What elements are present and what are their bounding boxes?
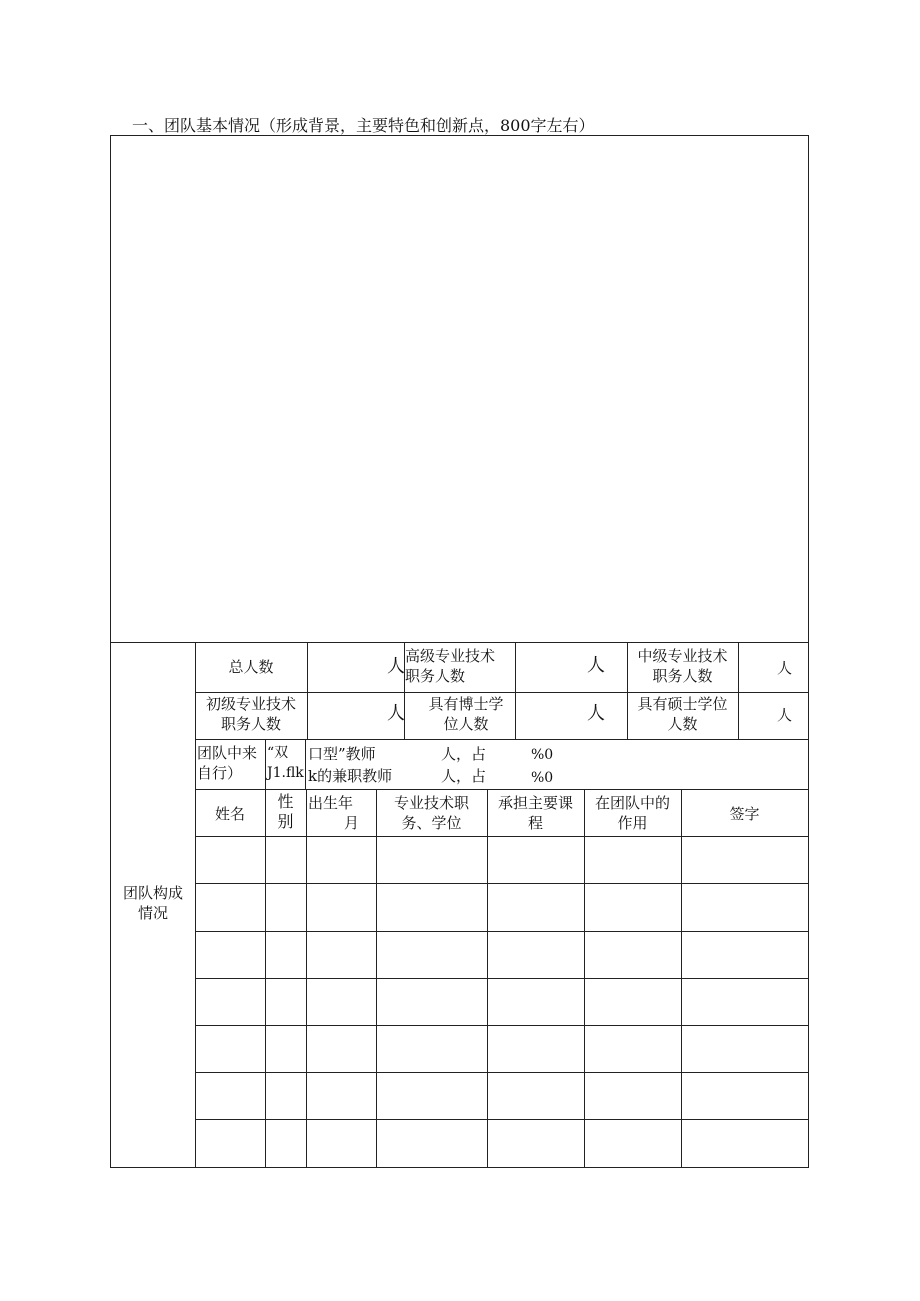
dual-teacher-count: 人，占 <box>441 745 487 763</box>
part-time-count: 人，占 <box>441 767 487 785</box>
application-form-table <box>110 135 809 1168</box>
column-header-birth: 出生年 月 <box>308 794 360 832</box>
column-header-title: 专业技术职 务、学位 <box>393 794 469 832</box>
phd-label: 具有博士学 位人数 <box>428 695 504 733</box>
master-label: 具有硕士学位 人数 <box>637 695 728 733</box>
junior-label: 初级专业技术 职务人数 <box>205 695 296 733</box>
junior-unit: 人 <box>387 703 405 724</box>
column-header-course: 承担主要课 程 <box>497 794 573 832</box>
rule-entry-row <box>195 1119 808 1120</box>
section-heading: 一、团队基本情况（形成背景，主要特色和创新点，800字左右） <box>132 116 595 135</box>
part-time-percent: %0 <box>531 770 554 786</box>
total-label: 总人数 <box>228 658 274 676</box>
column-header-signature: 签字 <box>729 805 760 823</box>
master-unit: 人 <box>777 706 793 724</box>
rule-source-col <box>265 739 266 789</box>
middle-label: 中级专业技术 职务人数 <box>637 647 728 685</box>
rule-header-row <box>195 836 808 837</box>
senior-label: 高级专业技术 职务人数 <box>405 647 496 685</box>
rule-grid-col <box>584 789 585 1167</box>
rule-stats-col <box>307 642 308 739</box>
column-header-role: 在团队中的 作用 <box>594 794 670 832</box>
composition-side-label: 团队构成 情况 <box>122 884 183 922</box>
rule-source-row <box>195 789 808 790</box>
rule-grid-col <box>681 789 682 1167</box>
source-fragment: “双 J1.flk <box>267 745 304 781</box>
dual-teacher-percent: %0 <box>531 747 554 763</box>
part-time-text: k的兼职教师 <box>308 767 393 785</box>
senior-unit: 人 <box>587 655 605 676</box>
rule-grid-col <box>376 789 377 1167</box>
phd-unit: 人 <box>587 703 605 724</box>
description-area[interactable] <box>111 136 808 642</box>
rule-stats-row1 <box>195 692 808 693</box>
rule-entry-row <box>195 931 808 932</box>
rule-description-bottom <box>111 642 808 643</box>
middle-unit: 人 <box>777 659 793 677</box>
rule-grid-col <box>487 789 488 1167</box>
rule-stats-col <box>738 642 739 739</box>
rule-stats-row2 <box>195 739 808 740</box>
rule-entry-row <box>195 883 808 884</box>
rule-source-col <box>305 739 306 789</box>
source-label: 团队中来 自行） <box>197 744 258 782</box>
rule-grid-col <box>306 789 307 1167</box>
rule-entry-row <box>195 1025 808 1026</box>
rule-entry-row <box>195 978 808 979</box>
total-unit: 人 <box>387 656 405 677</box>
rule-grid-col <box>265 789 266 1167</box>
rule-entry-row <box>195 1072 808 1073</box>
column-header-name: 姓名 <box>214 805 245 823</box>
column-header-gender: 性 别 <box>277 792 294 831</box>
dual-teacher-text: 口型”教师 <box>308 745 376 763</box>
